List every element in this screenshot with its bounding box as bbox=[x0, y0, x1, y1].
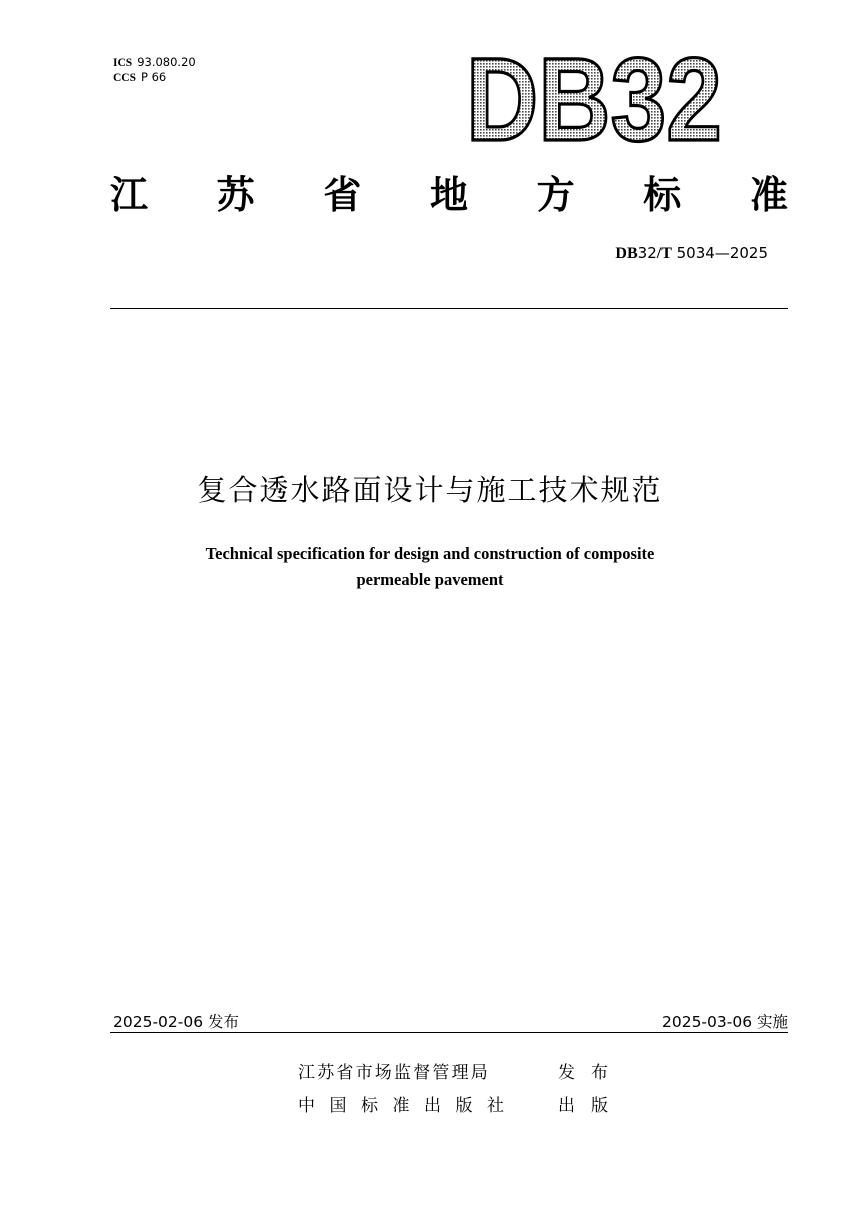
publisher-name: 中国标准出版社 bbox=[298, 1096, 519, 1116]
publisher-role: 出版 bbox=[558, 1096, 624, 1116]
standard-number-value: 5034—2025 bbox=[671, 244, 768, 262]
standard-type-char: 江 bbox=[110, 173, 149, 217]
standard-number bbox=[615, 244, 768, 263]
standard-type-char: 方 bbox=[536, 173, 575, 217]
implementation-date: 2025-03-06 实施 bbox=[661, 1013, 788, 1031]
ics-code: 93.080.20 bbox=[137, 55, 196, 69]
standard-type-char: 准 bbox=[749, 173, 788, 217]
publisher-name: 江苏省市场监督管理局 bbox=[298, 1063, 490, 1083]
standard-number-region: 32 bbox=[637, 244, 657, 262]
document-title-cn: 复合透水路面设计与施工技术规范 bbox=[197, 473, 663, 507]
standard-type-char: 标 bbox=[643, 173, 682, 217]
standard-number-prefix: DB bbox=[615, 245, 638, 262]
issue-date: 2025-02-06 发布 bbox=[113, 1013, 240, 1031]
ics-line bbox=[113, 55, 196, 70]
ccs-code: P 66 bbox=[141, 70, 167, 84]
standard-number-slash-t: /T bbox=[656, 245, 672, 262]
publisher-role: 发布 bbox=[558, 1063, 624, 1083]
document-title-en-line2: permeable pavement bbox=[356, 570, 504, 589]
publisher-row bbox=[298, 1058, 624, 1083]
ccs-label: CCS bbox=[113, 72, 137, 84]
classification-codes bbox=[113, 55, 196, 85]
db32-logo bbox=[462, 34, 726, 166]
db32-logo-graphic bbox=[462, 34, 726, 166]
standard-type-char: 省 bbox=[323, 173, 362, 217]
footer-divider bbox=[110, 1032, 788, 1033]
header-divider bbox=[110, 308, 788, 309]
publisher-row bbox=[298, 1091, 624, 1116]
standard-type-char: 地 bbox=[429, 173, 468, 217]
standard-type-char: 苏 bbox=[216, 173, 255, 217]
standard-type-title bbox=[110, 172, 788, 218]
db32-logo-text: DB32 bbox=[466, 34, 722, 166]
document-title-en-line1: Technical specification for design and construction of composite bbox=[205, 544, 655, 563]
ccs-line bbox=[113, 70, 196, 85]
document-title-en bbox=[100, 541, 760, 593]
ics-label: ICS bbox=[113, 57, 133, 69]
